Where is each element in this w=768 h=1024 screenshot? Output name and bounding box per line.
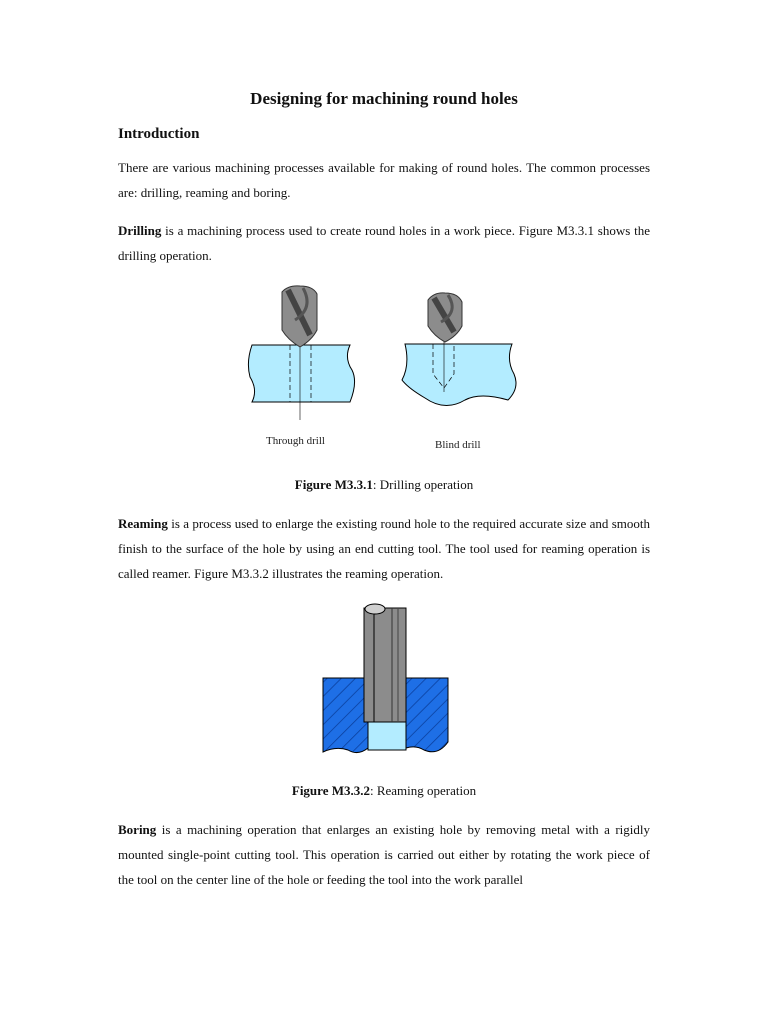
blind-drill-workpiece bbox=[402, 344, 516, 406]
figure-1-id: Figure M3.3.1 bbox=[294, 477, 373, 492]
section-heading-introduction: Introduction bbox=[118, 126, 200, 142]
blind-drill-bit bbox=[428, 293, 462, 342]
intro-paragraph bbox=[118, 155, 650, 205]
blind-drill-label: Blind drill bbox=[435, 439, 481, 451]
figure-1-caption-text: : Drilling operation bbox=[372, 477, 474, 492]
drilling-figure bbox=[240, 280, 530, 430]
figure-1-caption bbox=[0, 477, 768, 493]
through-drill-workpiece bbox=[248, 345, 354, 402]
reamer-tool bbox=[364, 604, 406, 722]
reaming-term: Reaming bbox=[118, 516, 168, 531]
intro-text: There are various machining processes available for making of round holes. The common processes are: drilling, reaming and boring. bbox=[118, 160, 650, 200]
reaming-text: is a process used to enlarge the existing round hole to the required accurate size and smooth finish to the surface of the hole by using an end cutting tool. The tool used for reaming operation is called reamer. Figure M3.3.2 illustrates the reaming operation. bbox=[118, 516, 650, 581]
drilling-term: Drilling bbox=[118, 223, 162, 238]
boring-paragraph bbox=[118, 817, 650, 892]
reaming-figure bbox=[320, 600, 452, 762]
boring-term: Boring bbox=[118, 822, 157, 837]
through-drill-bit bbox=[282, 286, 317, 347]
figure-2-caption bbox=[0, 783, 768, 799]
figure-2-id: Figure M3.3.2 bbox=[291, 783, 370, 798]
page-title: Designing for machining round holes bbox=[250, 89, 518, 108]
drilling-paragraph bbox=[118, 218, 650, 268]
boring-text: is a machining operation that enlarges an existing hole by removing metal with a rigidly mounted single-point cutting tool. This operation is carried out either by rotating the work piece of the tool on the center line of the hole or feeding the tool into the work parallel bbox=[118, 822, 650, 887]
through-drill-label: Through drill bbox=[266, 435, 325, 447]
drilling-text: is a machining process used to create round holes in a work piece. Figure M3.3.1 shows the drilling operation. bbox=[118, 223, 650, 263]
reaming-paragraph bbox=[118, 511, 650, 586]
figure-2-caption-text: : Reaming operation bbox=[369, 783, 477, 798]
